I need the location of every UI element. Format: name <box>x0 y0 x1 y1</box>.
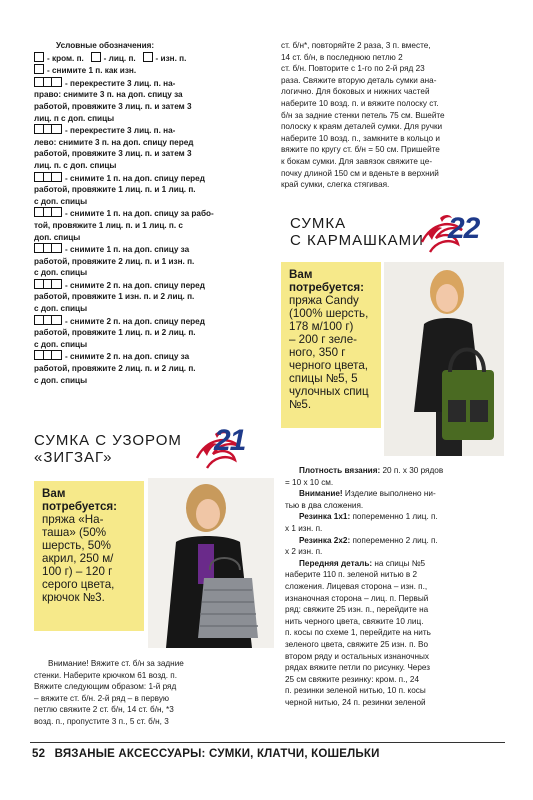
page-number: 52 <box>32 748 46 760</box>
cable-symbol <box>34 243 62 253</box>
text-line <box>285 697 505 709</box>
text-run: рядах вяжите петли по рисунку. Через <box>285 663 431 673</box>
purl-stitch-symbol <box>143 52 153 62</box>
text-run: 20 п. х 30 рядов <box>380 466 444 475</box>
text-run: п. косы по схеме 1, перейдите на нить <box>285 628 431 638</box>
materials-line: серого цвета, <box>42 578 115 591</box>
text-line: Внимание! Вяжите ст. б/н за задние <box>48 659 184 668</box>
bold-term: Передняя деталь: <box>299 558 373 568</box>
legend-item-line: доп. спицы <box>34 232 81 242</box>
footer-title: ВЯЗАНЫЕ АКСЕССУАРЫ: СУМКИ, КЛАТЧИ, КОШЕЛЬКИ <box>54 748 380 760</box>
woman-with-gray-bag-image <box>148 478 274 648</box>
text-line: вяжите по кругу ст. б/н = 50 см. Пришейте <box>281 145 440 155</box>
legend-item-line: с доп. спицы <box>34 339 88 349</box>
legend-item-text: - снимите 1 п. на доп. спицу перед <box>65 173 205 183</box>
cable-symbol <box>34 207 62 217</box>
legend-item-line <box>34 124 270 137</box>
materials-line: пряжа Candy <box>289 294 359 307</box>
text-line <box>285 558 505 570</box>
text-run: ряд: свяжите 25 изн. п., перейдите на <box>285 605 429 615</box>
legend-item-text: - снимите 2 п. на доп. спицу перед <box>65 280 205 290</box>
section21-title <box>34 432 182 466</box>
text-line <box>285 500 505 512</box>
bold-term: Плотность вязания: <box>299 466 381 475</box>
legend-item <box>34 124 270 171</box>
text-line <box>285 616 505 628</box>
text-run: зеленого цвета, свяжите 25 изн. п. Во <box>285 639 429 649</box>
legend-item <box>34 279 270 315</box>
legend-item-line: той, провяжите 1 лиц. п. и 1 лиц. п. с <box>34 220 183 230</box>
legend-item-line: с доп. спицы <box>34 268 88 278</box>
text-run: изнаночная сторона – лиц. п. Первый <box>285 593 429 603</box>
text-run: на спицы №5 <box>372 558 426 568</box>
knit-stitch-symbol <box>91 52 101 62</box>
legend-item-line: с доп. спицы <box>34 304 88 314</box>
materials-line: ного, 350 г <box>289 346 346 359</box>
legend-item-text: - снимите 2 п. на доп. спицу за <box>65 352 190 362</box>
section22-materials-box <box>281 262 381 428</box>
section22-materials-list <box>289 294 373 411</box>
text-line <box>285 511 505 523</box>
section21-title-line1: СУМКА С УЗОРОМ <box>34 432 182 449</box>
materials-line: таша» (50% <box>42 526 107 539</box>
text-line <box>285 569 505 581</box>
text-run: Изделие выполнено ни- <box>342 489 436 499</box>
cable-symbol <box>34 124 62 134</box>
text-line <box>285 535 505 547</box>
text-line <box>285 488 505 500</box>
legend-item-text: - перекрестите 3 лиц. п. на- <box>65 78 176 88</box>
text-line: петлю свяжите 2 ст. б/н, 14 ст. б/н, *3 <box>34 705 174 715</box>
text-line: возд. п., пропустите 3 п., 5 ст. б/н, 3 <box>34 716 169 726</box>
legend-item-line: право: снимите 3 п. на доп. спицу за <box>34 90 183 100</box>
text-line <box>285 662 505 674</box>
text-line: логично. Для боковых и нижних частей <box>281 87 430 97</box>
materials-line: черного цвета, <box>289 359 369 372</box>
legend-items <box>34 77 270 386</box>
text-line: 14 ст. б/н, в последнюю петлю 2 <box>281 52 403 62</box>
cable-symbol <box>34 315 62 325</box>
legend-item <box>34 207 270 243</box>
section22-number: 22 <box>448 212 480 245</box>
footer-divider <box>30 742 505 743</box>
cable-symbol <box>34 172 62 182</box>
text-line <box>285 674 505 686</box>
legend-item-line <box>34 172 270 185</box>
text-line <box>285 546 505 558</box>
text-line: – вяжите ст. б/н. 2-й ряд – в первую <box>34 693 170 703</box>
legend-item <box>34 315 270 351</box>
text-run: п. резинки зеленой нитью, 10 п. косы <box>285 686 426 696</box>
materials-line: (100% шерсть, <box>289 307 369 320</box>
materials-line: – 200 г зеле- <box>289 333 358 346</box>
text-run: сложения. Лицевая сторона – изн. п., <box>285 581 428 591</box>
text-line: наберите 10 возд. п., замкните в кольцо и <box>281 133 440 143</box>
text-line: ст. б/н. Повторите с 1-го по 2-й ряд 23 <box>281 64 425 74</box>
text-line: полоску к краям деталей сумки. Для ручки <box>281 122 443 132</box>
legend-item-line <box>34 279 270 292</box>
legend-item-line <box>34 207 270 220</box>
text-run: черной нитью, 24 п. резинки зеленой <box>285 697 426 707</box>
page-footer <box>32 748 380 760</box>
legend-item-line: лево: снимите 3 п. на доп. спицу перед <box>34 137 194 147</box>
text-run: х 1 изн. п. <box>285 523 323 533</box>
text-line <box>285 581 505 593</box>
text-run: = 10 х 10 см. <box>285 477 334 487</box>
materials-line: 100 г) – 120 г <box>42 565 113 578</box>
legend-item-text: - снимите 1 п. на доп. спицу за <box>65 245 190 255</box>
materials-line: чулочных спиц <box>289 385 369 398</box>
text-run: наберите 110 п. зеленой нитью в 2 <box>285 570 418 580</box>
text-run: х 2 изн. п. <box>285 547 323 557</box>
legend-item-line: работой, провяжите 1 изн. п. и 2 лиц. п. <box>34 292 195 302</box>
section21-materials-box <box>34 481 144 631</box>
section21-materials-list <box>42 513 136 604</box>
legend-item-line: работой, провяжите 3 лиц. п. и затем 3 <box>34 101 192 111</box>
legend-item-line: работой, провяжите 1 лиц. п. и 2 лиц. п. <box>34 328 196 338</box>
legend-item-line: лиц. п с доп. спицы <box>34 113 115 123</box>
legend-item-line: работой, провяжите 2 лиц. п. и 1 изн. п. <box>34 256 195 266</box>
legend <box>34 40 270 386</box>
materials-line: пряжа «На- <box>42 513 104 526</box>
legend-item-line: с доп. спицы <box>34 196 88 206</box>
legend-item-line: работой, провяжите 3 лиц. п. и затем 3 <box>34 149 192 159</box>
text-run: тью в два сложения. <box>285 500 364 510</box>
section22-body <box>285 465 505 708</box>
materials-line: 178 м/100 г) <box>289 320 354 333</box>
legend-item-line <box>34 77 270 90</box>
legend-item-line <box>34 350 270 363</box>
bold-term: Резинка 1х1: <box>299 512 351 522</box>
text-line <box>285 604 505 616</box>
text-line: к бокам сумки. Для завязок свяжите це- <box>281 156 433 166</box>
text-run: попеременно 1 лиц. п. <box>350 512 438 522</box>
legend-item-line: работой, провяжите 2 лиц. п. и 2 лиц. п. <box>34 364 196 374</box>
text-line <box>285 465 505 477</box>
legend-item-line: работой, провяжите 1 лиц. п. и 1 лиц. п. <box>34 185 196 195</box>
legend-item-line <box>34 243 270 256</box>
legend-item-line <box>34 315 270 328</box>
section22-title-line2: С КАРМАШКАМИ <box>290 232 424 249</box>
legend-item <box>34 77 270 124</box>
text-line: наберите 10 возд. п. и вяжите полоску ст. <box>281 98 439 108</box>
section22-title <box>290 215 424 249</box>
text-line <box>285 651 505 663</box>
legend-item <box>34 350 270 386</box>
text-line <box>285 627 505 639</box>
text-line: край сумки, слегка стягивая. <box>281 180 390 190</box>
text-line: стенки. Наберите крючком 61 возд. п. <box>34 670 177 680</box>
text-line: Вяжите следующим образом: 1-й ряд <box>34 682 177 692</box>
materials-line: крючок №3. <box>42 591 105 604</box>
section21-number: 21 <box>214 424 246 457</box>
text-line <box>285 639 505 651</box>
text-line <box>285 523 505 535</box>
legend-title: Условные обозначения: <box>56 41 155 50</box>
edge-stitch-symbol <box>34 52 44 62</box>
legend-row-slip: - снимите 1 п. как изн. <box>34 64 270 77</box>
text-run: нить черного цвета, свяжите 10 лиц. <box>285 616 424 626</box>
woman-with-green-bag-image <box>384 262 504 456</box>
cable-symbol <box>34 77 62 87</box>
materials-line: шерсть, 50% <box>42 539 111 552</box>
bold-term: Резинка 2х2: <box>299 535 351 545</box>
cable-symbol <box>34 279 62 289</box>
section22-materials-heading: Вам потребуется: <box>289 268 365 294</box>
text-run: попеременно 2 лиц. п. <box>350 535 438 545</box>
text-line <box>285 593 505 605</box>
materials-line: спицы №5, 5 <box>289 372 358 385</box>
section21-title-line2: «ЗИГЗАГ» <box>34 449 113 466</box>
slip-stitch-symbol <box>34 64 44 74</box>
section21-materials-heading: Вам потребуется: <box>42 487 118 513</box>
bold-term: Внимание! <box>299 489 343 499</box>
section22-photo <box>384 262 504 456</box>
legend-item-text: - снимите 1 п. на доп. спицу за рабо- <box>65 209 214 219</box>
section21-photo <box>148 478 274 648</box>
legend-item-text: - снимите 2 п. на доп. спицу перед <box>65 316 205 326</box>
section22-title-line1: СУМКА <box>290 215 347 232</box>
text-run: 25 см свяжите резинку: кром. п., 24 <box>285 674 420 684</box>
section21-body <box>34 658 274 728</box>
legend-item <box>34 243 270 279</box>
text-run: втором ряду и остальных изнаночных <box>285 651 430 661</box>
materials-line: №5. <box>289 398 312 411</box>
text-line: почку длиной 150 см и вденьте в верхний <box>281 168 439 178</box>
cable-symbol <box>34 350 62 360</box>
legend-item-line: с доп. спицы <box>34 375 88 385</box>
right-top-text <box>281 40 511 191</box>
legend-item-line: лиц. п. с доп. спицы <box>34 160 117 170</box>
legend-item-text: - перекрестите 3 лиц. п. на- <box>65 126 176 136</box>
legend-row-basic: - кром. п. - лиц. п. - изн. п. <box>34 52 270 65</box>
text-line: б/н за задние стенки петель 75 см. Вшейте <box>281 110 445 120</box>
text-line <box>285 477 505 489</box>
text-line: ст. б/н*, повторяйте 2 раза, 3 п. вместе, <box>281 41 431 50</box>
text-line: раза. Свяжите вторую деталь сумки ана- <box>281 75 437 85</box>
materials-line: акрил, 250 м/ <box>42 552 114 565</box>
legend-item <box>34 172 270 208</box>
text-line <box>285 685 505 697</box>
